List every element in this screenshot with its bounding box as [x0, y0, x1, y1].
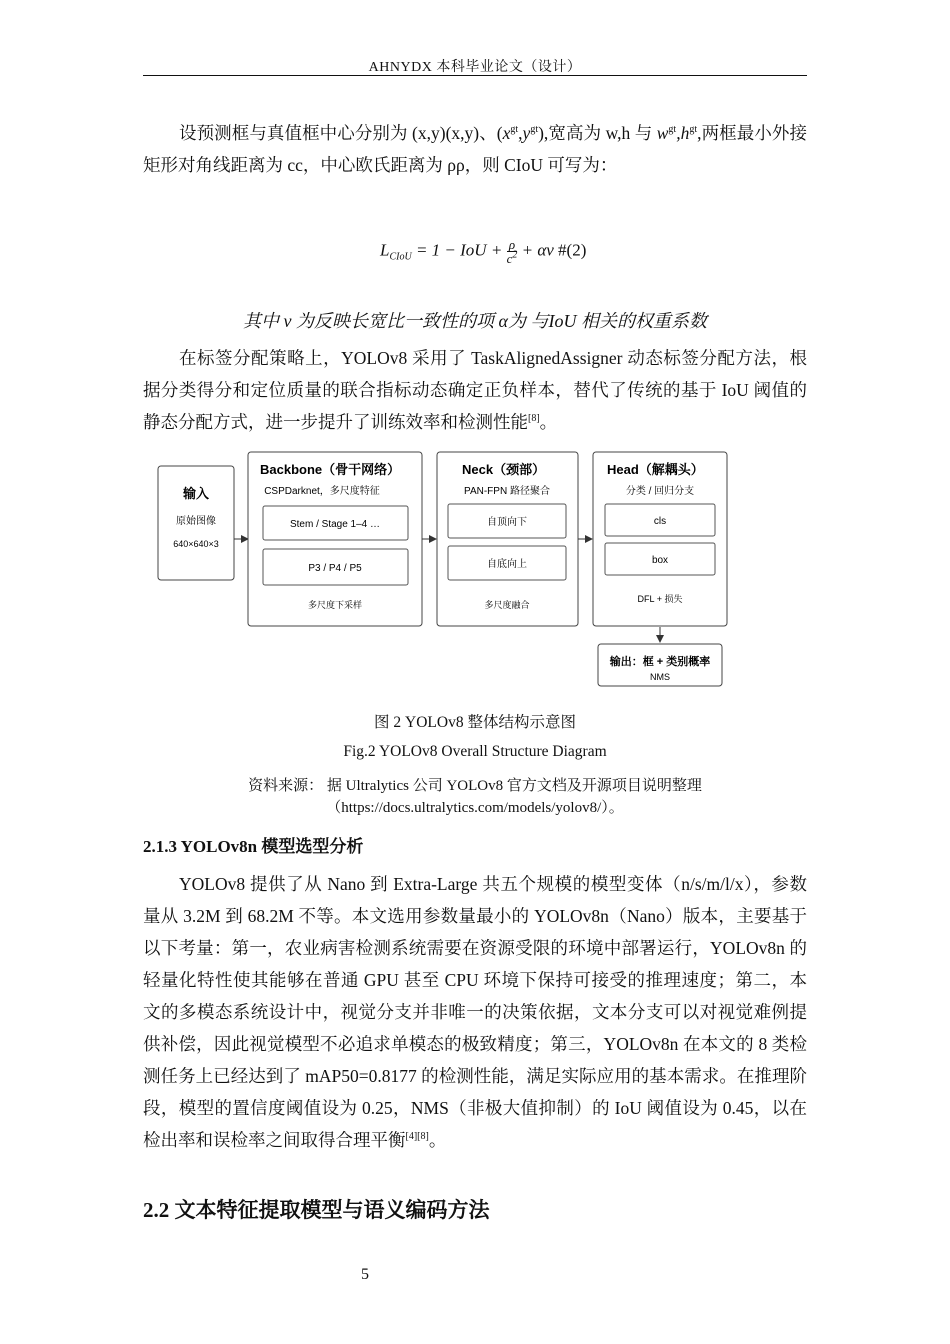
gt-sup-4: gt — [689, 124, 698, 136]
neck-footer: 多尺度融合 — [484, 600, 530, 610]
w-gt: w — [656, 123, 669, 143]
comma: , — [518, 123, 523, 143]
backbone-subtitle: CSPDarknet，多尺度特征 — [264, 486, 380, 497]
yolov8n-paragraph — [143, 868, 807, 1156]
formula-lhs-sub: CIoU — [389, 251, 412, 263]
x-gt: x — [502, 123, 511, 143]
backbone-footer: 多尺度下采样 — [307, 600, 363, 610]
citation: [8] — [528, 413, 540, 425]
head-subtitle: 分类 / 回归分支 — [625, 486, 695, 497]
intro-text-3: ,两框最小外接矩形对角线距离为 cc，中心欧氏距离为 ρρ，则 CIoU 可写为： — [143, 123, 807, 175]
formula-lhs: L — [380, 240, 390, 260]
tal-end: 。 — [539, 412, 558, 432]
formula-fraction — [507, 238, 518, 265]
backbone-title: Backbone（骨干网络） — [260, 462, 401, 477]
intro-text-2: ),宽高为 w,h 与 — [538, 123, 657, 143]
y-gt: y — [522, 123, 531, 143]
output-subtitle: NMS — [650, 672, 670, 682]
head-box2-label: box — [651, 555, 669, 566]
ciou-formula — [380, 238, 586, 265]
input-title: 输入 — [182, 486, 210, 501]
intro-paragraph — [143, 117, 807, 181]
gt-sup-3: gt — [668, 124, 677, 136]
page-number: 5 — [361, 1266, 369, 1283]
figure-caption-cn: 图 2 YOLOv8 整体结构示意图 — [374, 714, 576, 731]
formula-tail: + αv — [521, 240, 554, 260]
figure-source-line1: 资料来源： 据 Ultralytics 公司 YOLOv8 官方文档及开源项目说明整理 — [248, 778, 702, 794]
yolov8n-text: YOLOv8 提供了从 Nano 到 Extra-Large 共五个规模的模型变体（n/s/m/l/x），参数量从 3.2M 到 68.2M 不等。本文选用参数量最小的 YOLOv8n（Nano）版本，主要基于以下考量：第一，农业病害检测系统需要在资源受限的环境中部署运行，YOLOv8n 的轻量化特性使其能够在普通 GPU 甚至 CPU 环境下保持可接受的推理速度；第二，本文的多模态系统设计中，视觉分支并非唯一的决策依据，文本分支可以对视觉难例提供补偿，因此视觉模型不必追求单模态的极致精度；第三，YOLOv8n 在本文的 8 类检测任务上已经达到了 mAP50=0.8177 的检测性能，满足实际应用的基本需求。在推理阶段，模型的置信度阈值设为 0.25，NMS（非极大值抑制）的 IoU 阈值设为 0.45，以在检出率和误检率之间取得合理平衡 — [143, 874, 807, 1150]
citation: [4][8] — [405, 1131, 429, 1143]
input-line1: 原始图像 — [176, 516, 216, 527]
head-footer: DFL + 损失 — [637, 594, 683, 604]
tal-paragraph — [143, 342, 807, 438]
head-title: Head（解耦头） — [607, 462, 704, 477]
neck-box1-label: 自顶向下 — [487, 517, 527, 528]
output-title: 输出：框 + 类别概率 — [609, 656, 711, 668]
section-heading-2-2: 2.2 文本特征提取模型与语义编码方法 — [143, 1198, 490, 1222]
formula-numerator: ρ — [508, 237, 516, 252]
neck-subtitle: PAN-FPN 路径聚合 — [464, 486, 550, 497]
formula-denominator — [507, 251, 518, 265]
yolov8-structure-diagram — [150, 446, 740, 696]
section-heading-2-1-3: 2.1.3 YOLOv8n 模型选型分析 — [143, 837, 364, 856]
input-line2: 640×640×3 — [173, 539, 219, 549]
formula-body: = 1 − IoU + — [415, 240, 503, 260]
header-rule — [143, 75, 807, 76]
figure-caption-en: Fig.2 YOLOv8 Overall Structure Diagram — [343, 743, 607, 760]
h-gt: ,h — [676, 123, 690, 143]
formula-tag: #(2) — [558, 240, 587, 260]
formula-note: 其中 v 为反映长宽比一致性的项 α为 与IoU 相关的权重系数 — [243, 311, 707, 331]
backbone-box2-label: P3 / P4 / P5 — [308, 563, 362, 574]
neck-title: Neck（颈部） — [462, 462, 546, 477]
gt-sup-2: gt — [530, 124, 539, 136]
yolov8n-end: 。 — [428, 1130, 447, 1150]
den-sup: 2 — [512, 249, 518, 261]
running-header: AHNYDX 本科毕业论文（设计） — [368, 60, 582, 75]
neck-box2-label: 自底向上 — [487, 559, 527, 570]
head-box1-label: cls — [653, 516, 667, 527]
backbone-box1-label: Stem / Stage 1–4 … — [289, 519, 381, 530]
tal-text: 在标签分配策略上，YOLOv8 采用了 TaskAlignedAssigner 动态标签分配方法，根据分类得分和定位质量的联合指标动态确定正负样本，替代了传统的基于 IoU 阈值的静态分配方式，进一步提升了训练效率和检测性能 — [143, 348, 807, 432]
figure-source-line2: （https://docs.ultralytics.com/models/yolov8/）。 — [326, 800, 624, 816]
gt-sup-1: gt — [510, 124, 519, 136]
intro-text-1: 设预测框与真值框中心分别为 (x,y)(x,y)、( — [179, 123, 503, 143]
den-symbol: c — [506, 251, 513, 266]
